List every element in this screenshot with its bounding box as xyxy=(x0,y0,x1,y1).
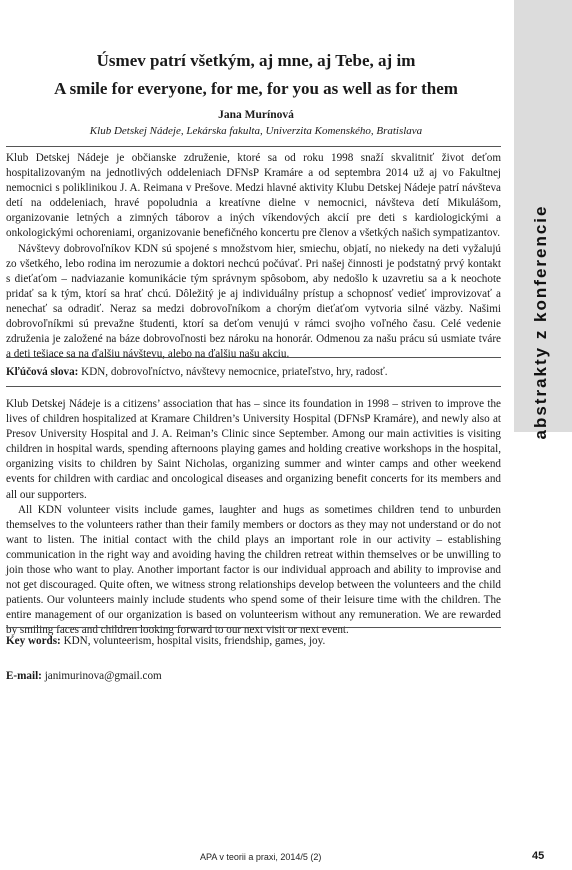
abstract-sk xyxy=(6,151,501,362)
keywords-en-text: KDN, volunteerism, hospital visits, friendship, games, joy. xyxy=(60,635,326,647)
divider-en-keywords xyxy=(6,627,501,628)
keywords-en-label: Key words: xyxy=(6,635,61,647)
contact-email xyxy=(6,669,501,684)
divider-top xyxy=(6,146,501,147)
page-number: 45 xyxy=(532,850,545,862)
divider-en xyxy=(6,386,501,387)
keywords-sk-text: KDN, dobrovoľníctvo, návštevy nemocnice, priateľstvo, hry, radosť. xyxy=(78,366,388,378)
keywords-en xyxy=(6,634,501,649)
article-title-sk: Úsmev patrí všetkým, aj mne, aj Tebe, aj im xyxy=(96,51,416,70)
footer-journal: APA v teorii a praxi, 2014/5 (2) xyxy=(200,852,322,862)
email-label: E-mail: xyxy=(6,670,42,682)
abstract-en xyxy=(6,397,501,639)
article-title-en: A smile for everyone, for me, for you as well as for them xyxy=(54,79,458,98)
author-affiliation: Klub Detskej Nádeje, Lekárska fakulta, Univerzita Komenského, Bratislava xyxy=(89,125,423,137)
abstract-sk-paragraph-2: Návštevy dobrovoľníkov KDN sú spojené s množstvom hier, smiechu, objatí, no niekedy na deti vyžalujú zo všetkého, lebo rodina im nerozumie a doktori nechcú počúvať. Pri našej činnosti je podstatný prvý kontakt s dieťaťom – nadviazanie komunikácie tým správnym spôsobom, aby nedošlo k uzavretiu sa a k neochote pridať sa k tým, ktorí sa hrať chcú. Dôležitý je aj individuálny prístup a schopnosť vedieť improvizovať a nenechať sa odradiť. Neraz sa medzi dobrovoľníkom a chorým dieťaťom vytvoria silné väzby. Našimi dobrovoľníkmi sú prevažne študenti, ktorí sa deťom venujú v rámci svojho voľného času. Celé vedenie združenia je založené na báze dobrovoľnosti bez nároku na honorár. Odmenou za našu prácu sú usmiate tváre a deti tešiace sa na ďalšiu návštevu, alebo na ďalšiu našu akciu. xyxy=(6,242,501,361)
keywords-sk xyxy=(6,365,501,380)
abstract-en-paragraph-1: Klub Detskej Nádeje is a citizens’ association that has – since its foundation in 1998 – striven to improve the lives of children hospitalized at Kramare Children’s University Hospital (DFNsP Kramáre), and newly also at Presov University Hospital and J. A. Reiman’s Clinic since September. Among our main activities is visiting children in hospital wards, spending afternoons playing games and holding creative workshops in the hospital, organizing visits to children by Saint Nicholas, organizing summer and winter camps and other weekend events for children with cardiac and oncological diseases and organizing benefit concerts for its members and all our supporters. xyxy=(6,398,501,501)
abstract-en-paragraph-2: All KDN volunteer visits include games, laughter and hugs as sometimes children tend to unburden themselves to the volunteers rather than their family members or doctors as they may not understand or do not want to listen. The initial contact with the child plays an important role in our activity – establishing communication in the right way and avoiding having the children retreat within themselves or be unwilling to join those who want to play. Another important factor is our individual approach and ability to improvise and not get discouraged. Quite often, we witness strong relationships develop between the volunteers and the child patients. Our volunteers mainly include students who spend some of their leisure time with the children. The entire management of our organization is based on volunteerism without any remuneration. We are rewarded by smiling faces and children looking forward to our next visit or next event. xyxy=(6,503,501,637)
side-tab-label: abstrakty z konferencie xyxy=(531,204,550,440)
author-name: Jana Murínová xyxy=(218,109,294,121)
divider-sk-keywords xyxy=(6,357,501,358)
keywords-sk-label: Kľúčová slova: xyxy=(6,366,79,378)
email-address[interactable]: janimurinova@gmail.com xyxy=(41,670,162,682)
abstract-sk-paragraph-1: Klub Detskej Nádeje je občianske združenie, ktoré sa od roku 1998 snaží skvalitniť život deťom hospitalizovaným na jednotlivých oddeleniach DFNsP Kramáre a od septembra 2014 už aj vo Fakultnej nemocnici s poliklinikou J. A. Reimana v Prešove. Medzi hlavné aktivity Klubu Detskej Nádeje patrí návšteva detí na oddeleniach, hravé popoludnia a kreatívne dielne v nemocnici, návšteva detí Mikulášom, organizovanie letných a zimných táborov a iných víkendových akcií pre deti s kardiologickými a onkologickými ochoreniami, organizovanie benefičného koncertu pre členov a všetkých našich sympatizantov. xyxy=(6,152,501,240)
